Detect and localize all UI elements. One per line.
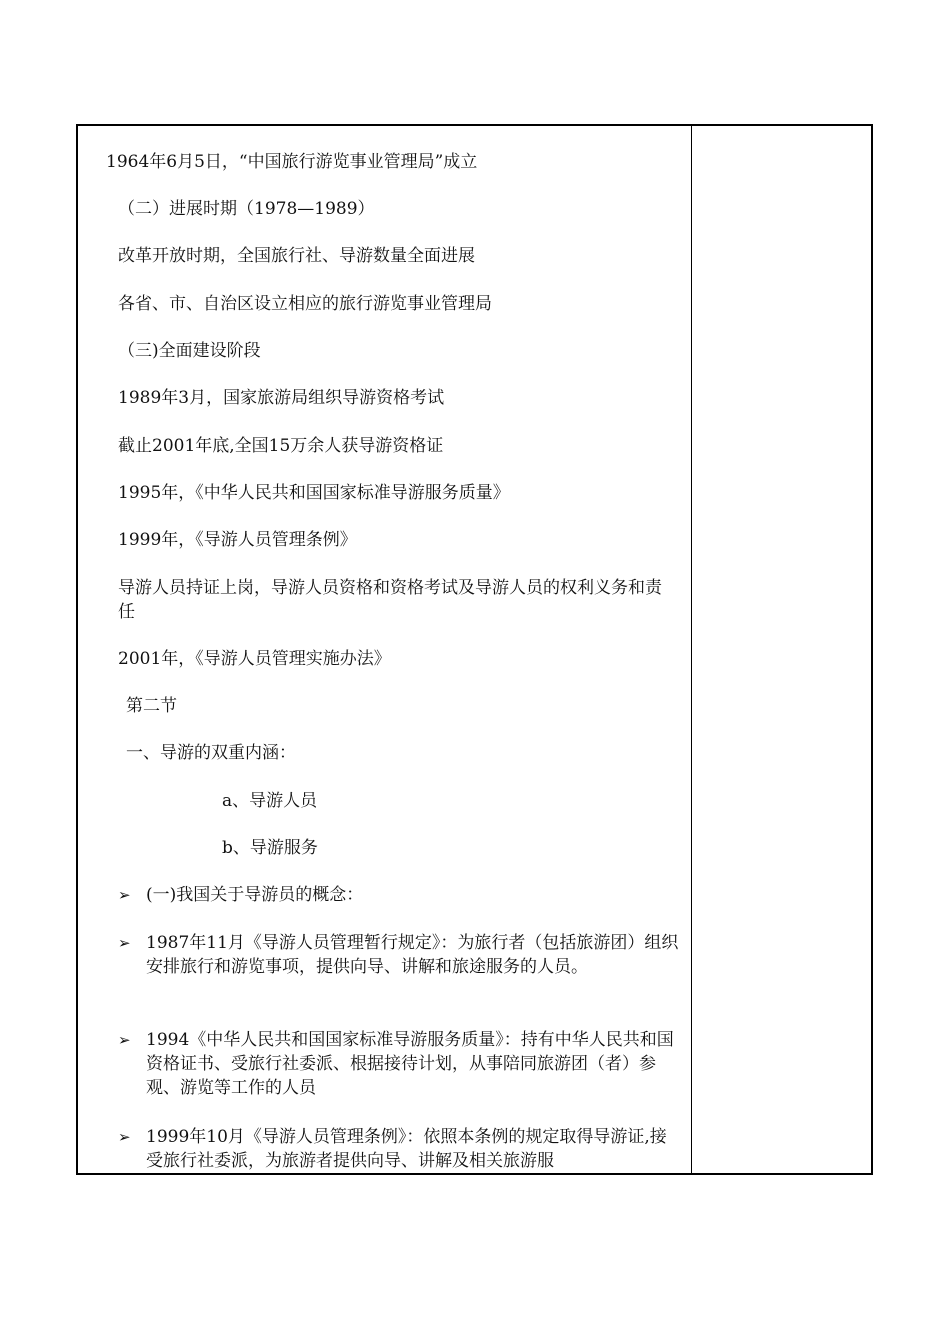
text-line: 1995年，《中华人民共和国国家标准导游服务质量》 [118, 483, 510, 503]
text-line: 1964年6月5日，“中国旅行游览事业管理局”成立 [106, 152, 478, 172]
section-heading: 一、导游的双重内涵： [126, 743, 296, 763]
text-line: a、导游人员 [222, 791, 318, 811]
section-heading: （三)全面建设阶段 [118, 341, 261, 361]
bullet-item: 1987年11月《导游人员管理暂行规定》：为旅行者（包括旅游团）组织安排旅行和游览事项，提供向导、讲解和旅途服务的人员。 [146, 933, 679, 977]
text-line: 各省、市、自治区设立相应的旅行游览事业管理局 [118, 294, 492, 314]
section-heading: （二）进展时期（1978—1989） [118, 199, 375, 219]
bullet-item: 1994《中华人民共和国国家标准导游服务质量》：持有中华人民共和国资格证书、受旅行社委派、根据接待计划，从事陪同旅游团（者）参观、游览等工作的人员 [146, 1030, 674, 1098]
bullet-arrow-icon: ➢ [118, 1128, 131, 1146]
notes-column [693, 126, 871, 1173]
bullet-arrow-icon: ➢ [118, 886, 131, 904]
main-column [78, 126, 691, 1173]
text-line: 1999年，《导游人员管理条例》 [118, 530, 357, 550]
bullet-arrow-icon: ➢ [118, 934, 131, 952]
text-line: 1989年3月，国家旅游局组织导游资格考试 [118, 388, 445, 408]
text-line: 截止2001年底,全国15万余人获导游资格证 [118, 436, 444, 456]
bullet-item: (一)我国关于导游员的概念： [146, 885, 364, 905]
text-line: 改革开放时期，全国旅行社、导游数量全面进展 [118, 246, 475, 266]
content-table [76, 124, 873, 1175]
text-paragraph: 导游人员持证上岗，导游人员资格和资格考试及导游人员的权利义务和责任 [118, 578, 662, 622]
column-divider [691, 126, 692, 1173]
text-line: b、导游服务 [222, 838, 318, 858]
bullet-arrow-icon: ➢ [118, 1031, 131, 1049]
bullet-item: 1999年10月《导游人员管理条例》：依照本条例的规定取得导游证,接受旅行社委派，为旅游者提供向导、讲解及相关旅游服 [146, 1127, 667, 1171]
section-heading: 第二节 [126, 696, 177, 716]
text-line: 2001年，《导游人员管理实施办法》 [118, 649, 391, 669]
